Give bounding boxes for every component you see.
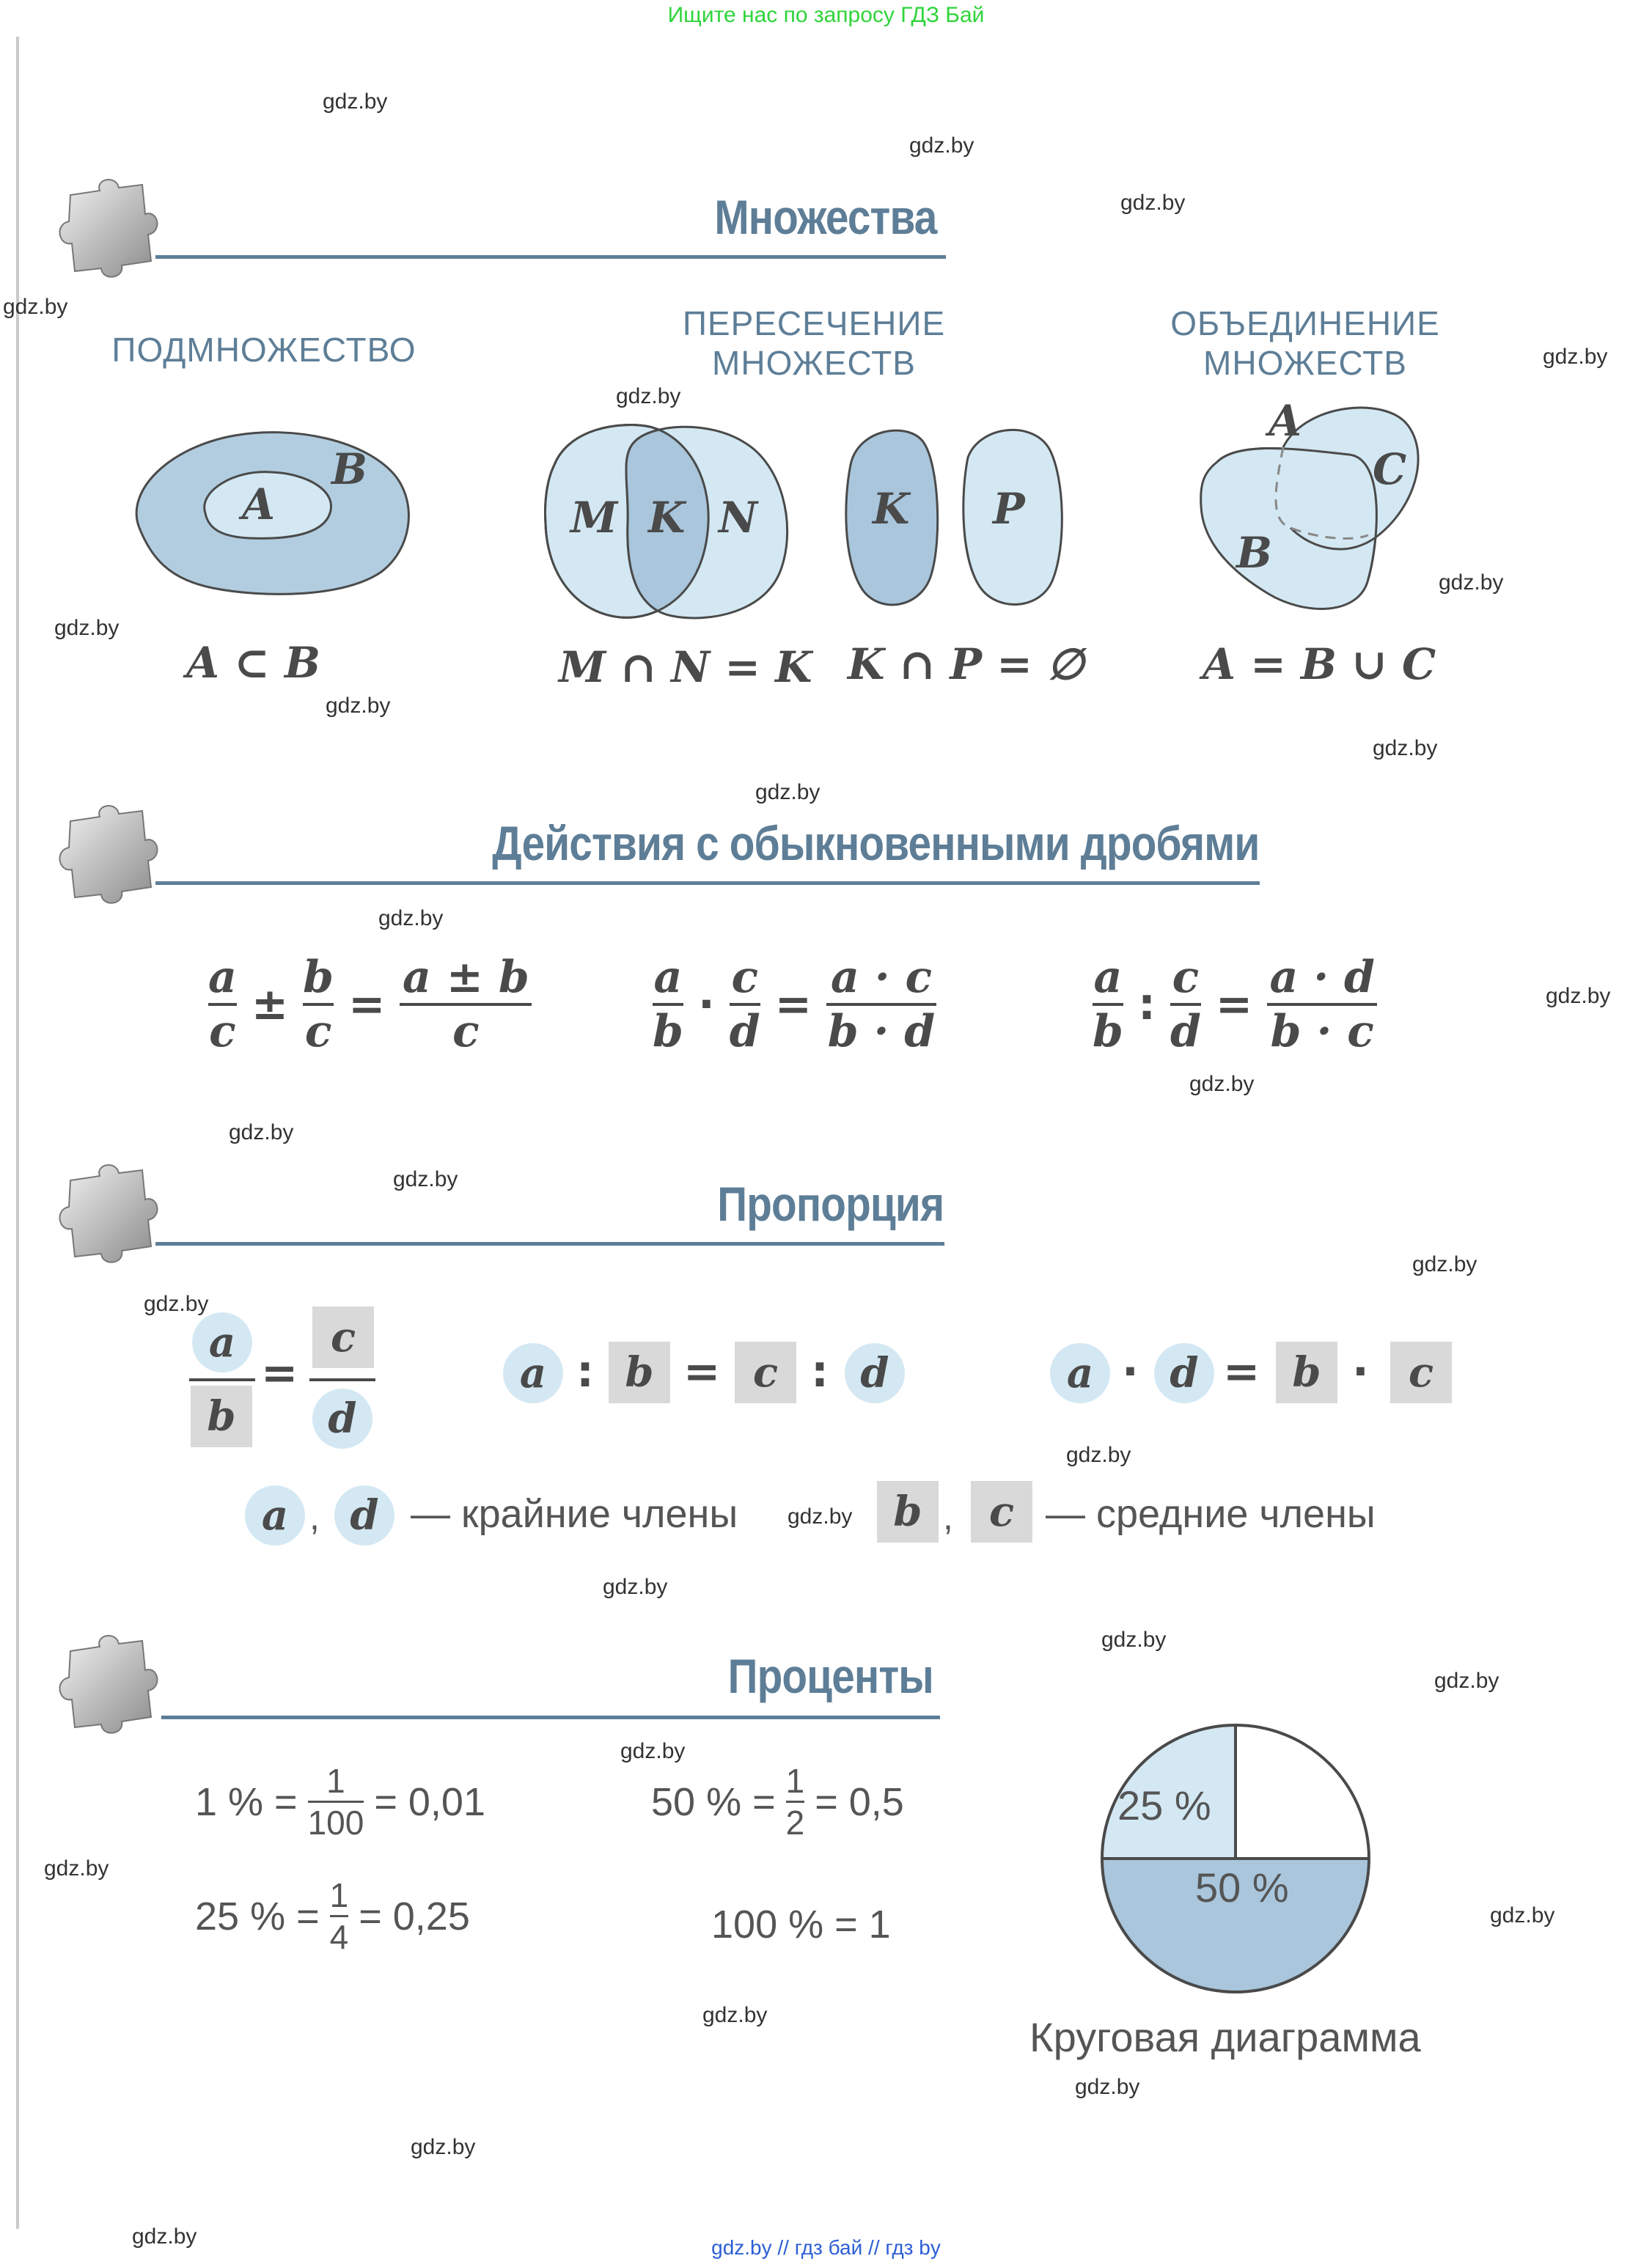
percent-right: = 0,25 [359,1894,470,1938]
union-formula: A = B ∪ C [1203,639,1436,689]
fraction-bar [309,1378,375,1381]
top-banner[interactable]: Ищите нас по запросу ГДЗ Бай [667,3,985,27]
proportion-term-c: c [1390,1342,1452,1403]
pie-label-50: 50 % [1195,1864,1289,1911]
denominator: c [209,1006,236,1057]
numerator: a [653,952,683,1003]
intersection-heading-line2: МНОЖЕСТВ [712,344,916,382]
pie-chart-caption: Круговая диаграмма [1029,2014,1421,2060]
watermark: gdz.by [1412,1252,1477,1276]
watermark: gdz.by [323,89,388,114]
puzzle-piece-icon [48,173,166,283]
numerator: 1 [326,1762,345,1800]
numerator: a · c [830,952,933,1003]
comma: , [309,1496,320,1537]
equals-sign: = [683,1346,721,1397]
watermark: gdz.by [1546,984,1611,1008]
multiply-sign: · [1122,1346,1139,1397]
watermark: gdz.by [229,1120,294,1144]
watermark: gdz.by [1373,736,1438,760]
puzzle-piece-icon [48,1629,166,1739]
colon-sign: : [576,1346,594,1397]
denominator: 4 [329,1918,349,1956]
section-underline [155,255,946,259]
fraction-multiplication-formula [653,946,936,1063]
watermark: gdz.by [326,694,391,718]
watermark: gdz.by [788,1504,853,1529]
proportion-term-d: d [845,1343,905,1403]
watermark: gdz.by [603,1575,668,1599]
fraction-addition-formula [208,946,532,1063]
percent-row-1-fifty [651,1763,904,1841]
equals-sign: = [774,979,812,1030]
section-title-percents: Проценты [727,1649,933,1703]
percent-row-1-percent [195,1763,485,1841]
puzzle-piece-icon [48,799,166,909]
watermark: gdz.by [393,1167,458,1191]
watermark: gdz.by [3,295,68,319]
watermark: gdz.by [1120,191,1186,215]
denominator: d [1170,1006,1201,1057]
proportion-term-b: b [191,1386,252,1447]
denominator: c [452,1006,480,1057]
watermark: gdz.by [702,2003,768,2027]
denominator: d [729,1006,760,1057]
denominator: b · c [1270,1006,1374,1057]
watermark: gdz.by [1101,1628,1167,1652]
watermark: gdz.by [1434,1669,1499,1693]
left-margin-rule [16,37,19,2229]
bottom-banner[interactable]: gdz.by // гдз бай // гдз by [711,2236,941,2259]
proportion-term-d: d [1154,1343,1214,1403]
colon-sign: : [811,1346,829,1397]
percent-row-2-quarter [195,1877,470,1955]
watermark: gdz.by [1066,1443,1131,1467]
disjoint-label-k: K [873,484,910,534]
extreme-terms-label: — крайние члены [411,1492,738,1536]
denominator: c [304,1006,332,1057]
subset-formula: A ⊂ B [186,638,321,688]
watermark: gdz.by [909,133,974,158]
proportion-term-d: d [312,1389,372,1449]
watermark: gdz.by [44,1856,109,1881]
extreme-term-d: d [334,1485,394,1546]
percent-left: 1 % = [195,1779,298,1824]
equals-sign: = [1223,1346,1260,1397]
watermark: gdz.by [54,616,120,640]
percent-left: 50 % = [651,1779,776,1824]
puzzle-piece-icon [48,1158,166,1268]
percent-left: 25 % = [195,1894,320,1938]
proportion-term-a: a [503,1343,563,1403]
extreme-term-a: a [245,1485,305,1546]
watermark: gdz.by [411,2135,476,2159]
disjoint-sets-diagram [836,421,1071,614]
watermark: gdz.by [144,1292,209,1316]
middle-terms-label: — средние члены [1046,1492,1376,1536]
equals-sign: = [1215,979,1253,1030]
watermark: gdz.by [755,780,821,804]
fraction-division-formula [1093,946,1377,1063]
numerator: a · d [1269,952,1375,1003]
denominator: b [653,1006,683,1057]
union-heading-line1: ОБЪЕДИНЕНИЕ [1170,304,1440,342]
subset-label-b: B [331,444,368,494]
watermark: gdz.by [620,1739,686,1763]
disjoint-formula: K ∩ P = ∅ [848,639,1084,689]
denominator: b [1093,1006,1123,1057]
watermark: gdz.by [1075,2075,1140,2099]
divide-sign: : [1137,979,1156,1030]
intersection-label-k: K [648,493,686,543]
equals-sign: = [261,1348,298,1399]
percent-right: = 0,5 [815,1779,904,1824]
percent-row-2-hundred: 100 % = 1 [711,1903,891,1947]
section-title-proportion: Пропорция [717,1177,944,1231]
section-title-sets: Множества [713,190,936,244]
pie-slice-rest [1236,1725,1369,1859]
percent-right: = 0,01 [374,1779,485,1824]
multiply-sign: · [697,979,715,1030]
watermark: gdz.by [1189,1072,1255,1096]
proportion-term-c: c [735,1342,796,1403]
numerator: c [731,952,758,1003]
proportion-term-a: a [192,1312,252,1372]
numerator: b [303,952,334,1003]
watermark: gdz.by [1543,345,1608,369]
section-underline [155,881,1260,885]
numerator: a [1093,952,1123,1003]
union-diagram [1195,396,1444,623]
numerator: a ± b [402,952,529,1003]
middle-term-c: c [971,1481,1032,1543]
numerator: a [208,952,237,1003]
equals-sign: = [348,979,386,1030]
numerator: 1 [329,1876,349,1914]
union-label-c: C [1373,444,1407,494]
denominator: 100 [307,1804,364,1842]
plus-minus-sign: ± [251,979,289,1030]
subset-label-a: A [242,479,276,529]
intersection-label-n: N [719,493,758,543]
fraction-bar [189,1378,255,1381]
section-underline [161,1716,940,1719]
watermark: gdz.by [132,2224,197,2249]
watermark: gdz.by [1490,1903,1555,1927]
section-underline [155,1242,944,1246]
union-heading-line2: МНОЖЕСТВ [1203,344,1407,382]
intersection-label-m: M [570,493,618,543]
watermark: gdz.by [1439,570,1504,595]
numerator: 1 [785,1762,805,1800]
intersection-formula: M ∩ N = K [559,642,812,692]
pie-label-25: 25 % [1117,1782,1211,1829]
section-title-fractions: Действия с обыкновенными дробями [491,816,1259,870]
intersection-heading-line1: ПЕРЕСЕЧЕНИЕ [682,304,946,342]
numerator: c [1172,952,1200,1003]
proportion-term-b: b [609,1342,670,1403]
proportion-term-a: a [1050,1343,1110,1403]
denominator: 2 [785,1804,805,1842]
union-label-a: A [1269,396,1302,446]
watermark: gdz.by [378,906,444,930]
proportion-term-c: c [312,1306,374,1368]
proportion-term-b: b [1276,1342,1337,1403]
pie-chart [1093,1716,1378,2002]
subset-heading: ПОДМНОЖЕСТВО [111,331,416,369]
middle-term-b: b [877,1481,939,1543]
disjoint-label-p: P [993,484,1025,534]
union-label-b: B [1236,528,1273,578]
multiply-sign: · [1352,1346,1369,1397]
denominator: b · d [827,1006,936,1057]
comma: , [943,1496,953,1537]
watermark: gdz.by [616,384,681,408]
